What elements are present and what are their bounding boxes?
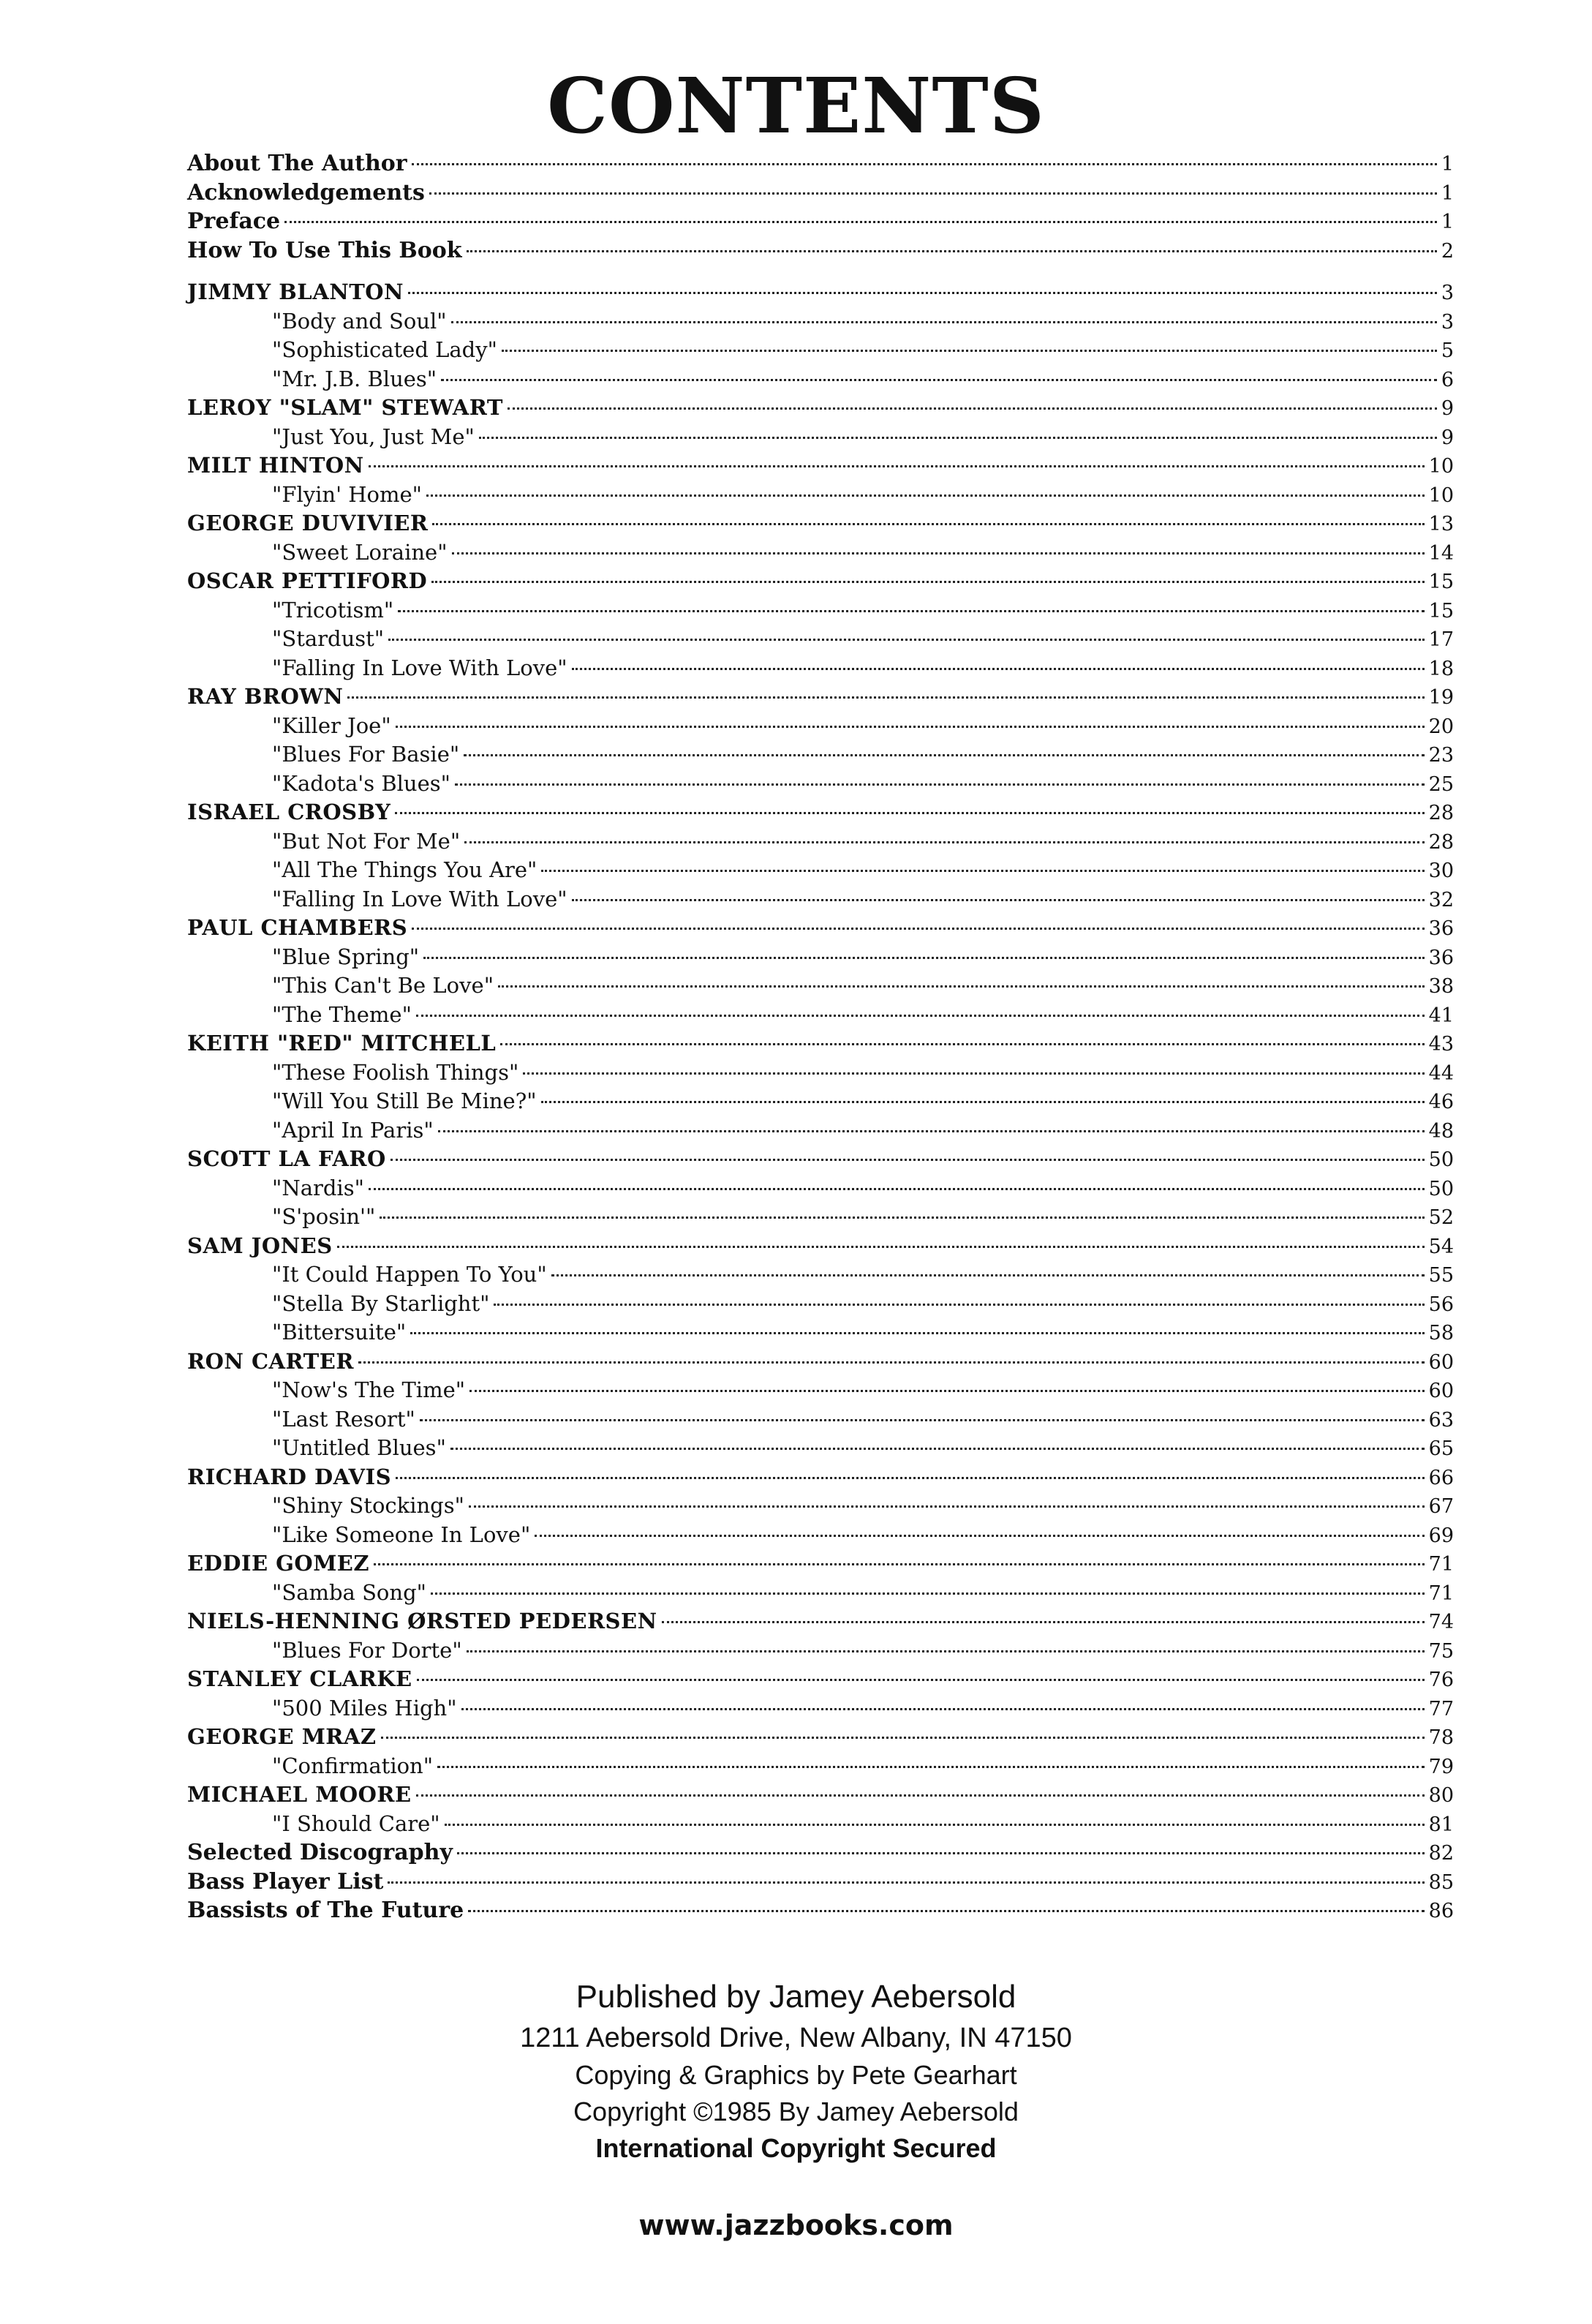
- toc-entry-page: 75: [1428, 1639, 1454, 1663]
- toc-entry-song: [187, 1434, 1454, 1463]
- toc-entry-label: "Stella By Starlight": [272, 1290, 490, 1316]
- toc-entry-page: 2: [1441, 239, 1454, 263]
- dot-leader: [572, 668, 1425, 670]
- toc-entry-page: 1: [1441, 211, 1454, 233]
- toc-entry-song: [187, 423, 1454, 452]
- toc-entry-page: 54: [1428, 1235, 1454, 1258]
- toc-entry-song: [187, 1492, 1454, 1521]
- dot-leader: [369, 465, 1425, 467]
- toc-entry-label: "I Should Care": [272, 1810, 440, 1836]
- toc-entry-artist: [187, 567, 1454, 596]
- toc-entry-page: 38: [1428, 975, 1454, 998]
- toc-entry-song: [187, 307, 1454, 336]
- publisher-line: Published by Jamey Aebersold: [576, 1979, 1016, 2015]
- toc-entry-song: [187, 770, 1454, 799]
- toc-entry-label: RON CARTER: [187, 1348, 354, 1374]
- toc-entry-song: [187, 1318, 1454, 1347]
- toc-entry-page: 66: [1428, 1466, 1454, 1489]
- dot-leader: [450, 1448, 1425, 1450]
- toc-entry-page: 67: [1428, 1495, 1454, 1518]
- toc-entry-label: LEROY "SLAM" STEWART: [187, 395, 503, 420]
- toc-entry-label: "Just You, Just Me": [272, 424, 475, 449]
- toc-entry-label: "Nardis": [272, 1175, 364, 1200]
- toc-entry-label: NIELS-HENNING ØRSTED PEDERSEN: [187, 1609, 657, 1633]
- toc-entry-page: 74: [1428, 1611, 1454, 1633]
- toc-entry-label: "Falling In Love With Love": [272, 655, 567, 680]
- graphics-credit: Copying & Graphics by Pete Gearhart: [575, 2060, 1017, 2090]
- toc-entry-label: "Bittersuite": [272, 1320, 407, 1345]
- toc-entry-page: 65: [1428, 1437, 1454, 1460]
- dot-leader: [451, 321, 1437, 323]
- toc-entry-label: "Confirmation": [272, 1753, 434, 1778]
- toc-entry-page: 43: [1428, 1033, 1454, 1056]
- toc-entry-song: [187, 1579, 1454, 1608]
- toc-entry-song: [187, 596, 1454, 625]
- toc-entry-artist: [187, 1347, 1454, 1377]
- dot-leader: [347, 696, 1424, 699]
- table-of-contents: [187, 149, 1454, 1925]
- toc-entry-song: [187, 336, 1454, 365]
- dot-leader: [438, 1130, 1425, 1132]
- toc-entry-page: 36: [1428, 946, 1454, 969]
- toc-entry-sec: [187, 1838, 1454, 1868]
- toc-entry-page: 13: [1428, 513, 1454, 535]
- toc-entry-label: RAY BROWN: [187, 684, 344, 709]
- toc-entry-artist: [187, 509, 1454, 538]
- toc-entry-artist: [187, 1232, 1454, 1261]
- toc-entry-page: 10: [1428, 484, 1454, 507]
- toc-entry-page: 28: [1428, 830, 1454, 854]
- toc-entry-artist: [187, 451, 1454, 481]
- toc-entry-label: "This Can't Be Love": [272, 973, 494, 998]
- toc-entry-artist: [187, 1607, 1454, 1636]
- toc-entry-artist: [187, 914, 1454, 943]
- toc-entry-page: 28: [1428, 802, 1454, 824]
- dot-leader: [572, 899, 1425, 901]
- toc-entry-song: [187, 1752, 1454, 1781]
- dot-leader: [374, 1563, 1425, 1565]
- toc-entry-label: GEORGE MRAZ: [187, 1724, 377, 1749]
- toc-entry-label: EDDIE GOMEZ: [187, 1551, 370, 1576]
- toc-entry-page: 15: [1428, 571, 1454, 593]
- dot-leader: [468, 1910, 1424, 1912]
- dot-leader: [391, 1159, 1425, 1161]
- toc-entry-page: 9: [1441, 397, 1454, 420]
- copyright-line: Copyright ©1985 By Jamey Aebersold: [573, 2097, 1019, 2126]
- toc-entry-label: "Last Resort": [272, 1406, 415, 1432]
- dot-leader: [452, 552, 1425, 554]
- toc-entry-label: "500 Miles High": [272, 1695, 457, 1721]
- toc-entry-label: "Samba Song": [272, 1579, 426, 1605]
- toc-entry-label: "April In Paris": [272, 1117, 434, 1143]
- toc-entry-page: 3: [1441, 310, 1454, 334]
- toc-entry-page: 71: [1428, 1553, 1454, 1576]
- toc-entry-label: "Sweet Loraine": [272, 539, 448, 565]
- dot-leader: [369, 1188, 1425, 1190]
- toc-entry-page: 17: [1428, 628, 1454, 651]
- toc-entry-page: 79: [1428, 1755, 1454, 1778]
- dot-leader: [461, 1708, 1425, 1710]
- toc-entry-song: [187, 1376, 1454, 1405]
- toc-entry-page: 86: [1428, 1900, 1454, 1922]
- dot-leader: [445, 1824, 1425, 1826]
- dot-leader: [337, 1246, 1425, 1248]
- toc-entry-page: 9: [1441, 426, 1454, 449]
- toc-entry-label: STANLEY CLARKE: [187, 1666, 412, 1691]
- dot-leader: [412, 163, 1437, 165]
- toc-entry-page: 30: [1428, 860, 1454, 882]
- toc-entry-page: 82: [1428, 1842, 1454, 1865]
- dot-leader: [498, 985, 1425, 988]
- toc-entry-label: "But Not For Me": [272, 828, 461, 854]
- dot-leader: [396, 1477, 1425, 1479]
- toc-entry-page: 80: [1428, 1784, 1454, 1807]
- dot-leader: [437, 1766, 1425, 1768]
- toc-entry-label: "All The Things You Are": [272, 857, 537, 882]
- toc-entry-label: About The Author: [187, 151, 407, 176]
- dot-leader: [429, 192, 1437, 195]
- toc-entry-label: SAM JONES: [187, 1233, 333, 1258]
- dot-leader: [398, 610, 1424, 612]
- toc-entry-label: Selected Discography: [187, 1840, 453, 1865]
- toc-entry-label: "Untitled Blues": [272, 1435, 446, 1460]
- toc-entry-label: "Shiny Stockings": [272, 1493, 464, 1518]
- toc-entry-sec: [187, 178, 1454, 208]
- toc-entry-song: [187, 365, 1454, 394]
- toc-entry-label: "Tricotism": [272, 597, 394, 623]
- toc-entry-label: "Killer Joe": [272, 712, 391, 738]
- toc-entry-page: 76: [1428, 1669, 1454, 1691]
- toc-entry-song: [187, 1636, 1454, 1666]
- toc-entry-page: 60: [1428, 1350, 1454, 1374]
- dot-leader: [551, 1274, 1425, 1276]
- toc-entry-song: [187, 827, 1454, 857]
- website-url: www.jazzbooks.com: [638, 2209, 954, 2241]
- toc-entry-label: RICHARD DAVIS: [187, 1464, 392, 1489]
- toc-entry-page: 18: [1428, 657, 1454, 680]
- toc-entry-page: 58: [1428, 1322, 1454, 1345]
- dot-leader: [500, 1043, 1424, 1045]
- toc-entry-page: 50: [1428, 1177, 1454, 1200]
- toc-entry-page: 20: [1428, 715, 1454, 738]
- toc-entry-song: [187, 1203, 1454, 1232]
- toc-entry-page: 19: [1428, 686, 1454, 709]
- dot-leader: [431, 581, 1424, 583]
- toc-entry-label: "Stardust": [272, 626, 385, 651]
- dot-leader: [494, 1304, 1424, 1306]
- toc-entry-song: [187, 1521, 1454, 1550]
- toc-entry-song: [187, 1058, 1454, 1088]
- dot-leader: [457, 1852, 1425, 1854]
- dot-leader: [464, 754, 1424, 756]
- toc-entry-label: Preface: [187, 208, 281, 234]
- toc-entry-page: 48: [1428, 1119, 1454, 1143]
- toc-entry-artist: [187, 1723, 1454, 1752]
- toc-entry-song: [187, 1001, 1454, 1030]
- publisher-block: [0, 1975, 1592, 2167]
- toc-entry-label: "Will You Still Be Mine?": [272, 1088, 537, 1113]
- dot-leader: [423, 957, 1425, 959]
- toc-entry-artist: [187, 394, 1454, 423]
- dot-leader: [417, 1679, 1425, 1681]
- dot-leader: [508, 407, 1437, 410]
- toc-entry-label: "Blue Spring": [272, 944, 420, 969]
- dot-leader: [541, 1101, 1425, 1103]
- toc-entry-song: [187, 1290, 1454, 1319]
- toc-entry-page: 69: [1428, 1524, 1454, 1547]
- toc-entry-label: MILT HINTON: [187, 453, 364, 478]
- dot-leader: [469, 1390, 1425, 1392]
- toc-entry-sec: [187, 1896, 1454, 1925]
- toc-entry-page: 1: [1441, 153, 1454, 176]
- toc-entry-song: [187, 538, 1454, 568]
- toc-entry-label: "Falling In Love With Love": [272, 886, 567, 911]
- toc-entry-page: 85: [1428, 1870, 1454, 1894]
- dot-leader: [467, 250, 1437, 252]
- toc-entry-label: "Sophisticated Lady": [272, 337, 497, 362]
- rights-line: International Copyright Secured: [595, 2133, 997, 2163]
- toc-entry-label: ISRAEL CROSBY: [187, 800, 391, 824]
- toc-entry-song: [187, 1405, 1454, 1434]
- toc-entry-label: Bassists of The Future: [187, 1898, 464, 1923]
- dot-leader: [412, 928, 1424, 930]
- dot-leader: [469, 1505, 1425, 1508]
- toc-entry-song: [187, 971, 1454, 1001]
- dot-leader: [381, 1737, 1425, 1739]
- toc-entry-page: 71: [1428, 1582, 1454, 1605]
- toc-entry-sec: [187, 207, 1454, 236]
- toc-entry-song: [187, 1694, 1454, 1723]
- page-title: CONTENTS: [547, 61, 1045, 151]
- toc-entry-page: 32: [1428, 888, 1454, 911]
- toc-entry-label: "Flyin' Home": [272, 481, 423, 507]
- dot-leader: [284, 221, 1437, 223]
- toc-entry-song: [187, 1116, 1454, 1146]
- toc-entry-song: [187, 1810, 1454, 1839]
- toc-entry-page: 60: [1428, 1380, 1454, 1402]
- toc-entry-song: [187, 654, 1454, 683]
- dot-leader: [426, 494, 1425, 497]
- toc-entry-song: [187, 1260, 1454, 1290]
- toc-entry-label: "Kadota's Blues": [272, 770, 450, 796]
- dot-leader: [410, 1332, 1424, 1334]
- toc-entry-page: 78: [1428, 1726, 1454, 1749]
- dot-leader: [502, 350, 1437, 352]
- dot-leader: [416, 1015, 1425, 1017]
- toc-entry-page: 5: [1441, 339, 1454, 362]
- dot-leader: [388, 1881, 1424, 1884]
- toc-entry-label: "Mr. J.B. Blues": [272, 366, 437, 391]
- dot-leader: [541, 870, 1424, 872]
- toc-entry-label: PAUL CHAMBERS: [187, 915, 408, 940]
- toc-entry-label: "Body and Soul": [272, 308, 447, 334]
- toc-entry-page: 77: [1428, 1697, 1454, 1721]
- dot-leader: [479, 437, 1437, 439]
- dot-leader: [455, 783, 1425, 786]
- dot-leader: [358, 1361, 1425, 1364]
- toc-entry-song: [187, 712, 1454, 741]
- toc-entry-artist: [187, 1665, 1454, 1694]
- toc-entry-artist: [187, 798, 1454, 827]
- toc-entry-page: 3: [1441, 282, 1454, 304]
- dot-leader: [396, 726, 1425, 728]
- toc-entry-artist: [187, 1029, 1454, 1058]
- toc-entry-page: 10: [1428, 455, 1454, 478]
- toc-entry-page: 15: [1428, 599, 1454, 623]
- toc-entry-artist: [187, 278, 1454, 307]
- toc-entry-song: [187, 885, 1454, 914]
- toc-entry-page: 23: [1428, 744, 1454, 767]
- toc-entry-song: [187, 740, 1454, 770]
- dot-leader: [523, 1072, 1424, 1075]
- toc-entry-label: "Like Someone In Love": [272, 1522, 531, 1547]
- dot-leader: [467, 1650, 1425, 1652]
- dot-leader: [662, 1621, 1425, 1623]
- toc-entry-page: 41: [1428, 1004, 1454, 1027]
- toc-entry-label: "These Foolish Things": [272, 1059, 519, 1085]
- dot-leader: [441, 379, 1437, 381]
- dot-leader: [408, 292, 1437, 294]
- toc-entry-label: SCOTT LA FARO: [187, 1146, 386, 1171]
- toc-entry-page: 63: [1428, 1408, 1454, 1432]
- toc-entry-page: 55: [1428, 1264, 1454, 1287]
- dot-leader: [380, 1216, 1424, 1219]
- toc-entry-label: "The Theme": [272, 1001, 412, 1027]
- toc-entry-label: KEITH "RED" MITCHELL: [187, 1031, 497, 1056]
- toc-entry-page: 44: [1428, 1061, 1454, 1085]
- toc-entry-artist: [187, 1463, 1454, 1492]
- dot-leader: [464, 841, 1424, 843]
- toc-entry-label: "Blues For Dorte": [272, 1637, 462, 1663]
- toc-entry-label: GEORGE DUVIVIER: [187, 511, 429, 535]
- toc-entry-label: "S'posin'": [272, 1204, 376, 1229]
- toc-entry-page: 46: [1428, 1091, 1454, 1113]
- toc-entry-label: "Blues For Basie": [272, 742, 460, 767]
- toc-entry-page: 56: [1428, 1293, 1454, 1316]
- toc-entry-song: [187, 856, 1454, 885]
- toc-entry-sec: [187, 149, 1454, 178]
- toc-entry-label: JIMMY BLANTON: [187, 279, 404, 304]
- toc-entry-label: "It Could Happen To You": [272, 1262, 547, 1287]
- toc-entry-sec: [187, 236, 1454, 266]
- toc-entry-label: How To Use This Book: [187, 237, 462, 263]
- toc-entry-song: [187, 1174, 1454, 1203]
- address-line: 1211 Aebersold Drive, New Albany, IN 47150: [520, 2023, 1072, 2053]
- toc-entry-label: Bass Player List: [187, 1868, 384, 1895]
- toc-entry-song: [187, 625, 1454, 654]
- toc-entry-page: 36: [1428, 917, 1454, 940]
- toc-entry-artist: [187, 1145, 1454, 1174]
- dot-leader: [535, 1535, 1424, 1537]
- toc-entry-page: 50: [1428, 1148, 1454, 1171]
- toc-entry-song: [187, 1087, 1454, 1116]
- dot-leader: [432, 523, 1424, 525]
- toc-entry-page: 14: [1428, 541, 1454, 565]
- toc-entry-page: 52: [1428, 1206, 1454, 1229]
- dot-leader: [431, 1592, 1425, 1595]
- dot-leader: [416, 1794, 1425, 1797]
- dot-leader: [395, 812, 1424, 814]
- dot-leader: [388, 639, 1425, 641]
- toc-entry-label: MICHAEL MOORE: [187, 1782, 412, 1807]
- dot-leader: [420, 1419, 1425, 1421]
- toc-entry-page: 1: [1441, 181, 1454, 205]
- toc-entry-page: 6: [1441, 368, 1454, 391]
- toc-entry-label: Acknowledgements: [187, 179, 425, 206]
- toc-entry-page: 81: [1428, 1813, 1454, 1836]
- toc-entry-artist: [187, 1549, 1454, 1579]
- toc-entry-page: 25: [1428, 772, 1454, 796]
- toc-entry-song: [187, 943, 1454, 972]
- toc-entry-artist: [187, 682, 1454, 712]
- toc-entry-artist: [187, 1780, 1454, 1810]
- toc-entry-label: "Now's The Time": [272, 1377, 466, 1402]
- toc-entry-sec: [187, 1868, 1454, 1897]
- toc-entry-label: OSCAR PETTIFORD: [187, 568, 428, 593]
- toc-entry-song: [187, 481, 1454, 510]
